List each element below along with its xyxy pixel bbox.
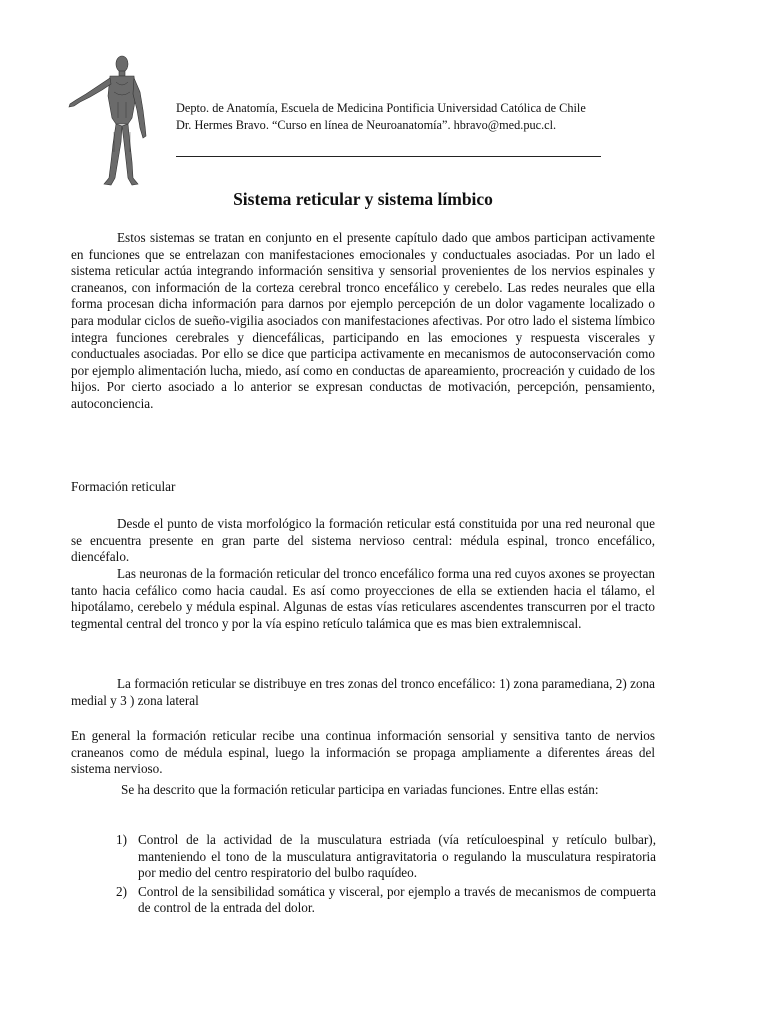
intro-paragraph: Estos sistemas se tratan en conjunto en el presente capítulo dado que ambos participan activamente en funciones que se entrelazan con manifestaciones emocionales y conductuales asociadas. Por un lado el sistema reticular actúa integrando información sensitiva y sensorial provenientes de los nervios espinales y craneanos, con información de la corteza cerebral tronco encefálico y cerebelo. Las redes neurales que ella forma procesan dicha información para darnos por ejemplo percepción de un dolor vagamente localizado o para modular ciclos de sueño-vigilia asociados con manifestaciones afectivas. Por otro lado el sistema límbico integra funciones cerebrales y diencefálicas, participando en las emociones y respuesta viscerales y conductuales asociadas. Por ello se dice que participa activamente en mecanismos de autoconservación como por ejemplo alimentación lucha, miedo, así como en conductas de apareamiento, procreación y cuidado de los hijos. Por cierto asociado a lo anterior se expresan conductas de motivación, percepción, pensamiento, autoconciencia. xyxy=(71,230,655,411)
paragraph-general: En general la formación reticular recibe una continua información sensorial y sensitiva tanto de nervios craneanos como de médula espinal, luego la información se propaga ampliamente a diferentes áreas del sistema nervioso. xyxy=(71,728,655,777)
list-item-text: Control de la sensibilidad somática y visceral, por ejemplo a través de mecanismos de compuerta de control de la entrada del dolor. xyxy=(138,883,656,916)
paragraph-morphology: Desde el punto de vista morfológico la formación reticular está constituida por una red neuronal que se encuentra presente en gran parte del sistema nervioso central: médula espinal, tronco encefálico, diencéfalo. xyxy=(71,516,655,565)
list-item xyxy=(116,884,656,917)
section-heading: Formación reticular xyxy=(71,479,176,494)
header-affiliation: Depto. de Anatomía, Escuela de Medicina Pontificia Universidad Católica de Chile xyxy=(176,101,586,115)
header xyxy=(176,100,656,134)
list-item-text: Control de la actividad de la musculatura estriada (vía retículoespinal y retículo bulbar), manteniendo el tono de la musculatura antigravitatoria o regulando la musculatura respiratoria por medio del centro respiratorio del bulbo raquídeo. xyxy=(138,832,656,881)
page-title: Sistema reticular y sistema límbico xyxy=(233,189,493,209)
header-divider xyxy=(176,156,601,157)
list-item-number: 2) xyxy=(116,883,127,899)
function-list xyxy=(116,832,656,919)
list-item xyxy=(116,832,656,882)
paragraph-functions: Se ha descrito que la formación reticular participa en variadas funciones. Entre ellas están: xyxy=(121,782,599,797)
paragraph-zones: La formación reticular se distribuye en tres zonas del tronco encefálico: 1) zona paramediana, 2) zona medial y 3 ) zona lateral xyxy=(71,676,655,708)
list-item-number: 1) xyxy=(116,832,127,847)
header-course-info: Dr. Hermes Bravo. “Curso en línea de Neuroanatomía”. hbravo@med.puc.cl. xyxy=(176,118,557,132)
paragraph-neurons: Las neuronas de la formación reticular del tronco encefálico forma una red cuyos axones se proyectan tanto hacia cefálico como hacia caudal. Es así como proyecciones de ella se extienden hacia el tálamo, el hipotálamo, cerebelo y médula espinal. Algunas de estas vías reticulares ascendentes transcurren por el tracto tegmental central del tronco y por la vía espino retículo talámica que es mas bien extralemniscal. xyxy=(71,566,655,631)
anatomical-figure-icon xyxy=(66,52,164,188)
